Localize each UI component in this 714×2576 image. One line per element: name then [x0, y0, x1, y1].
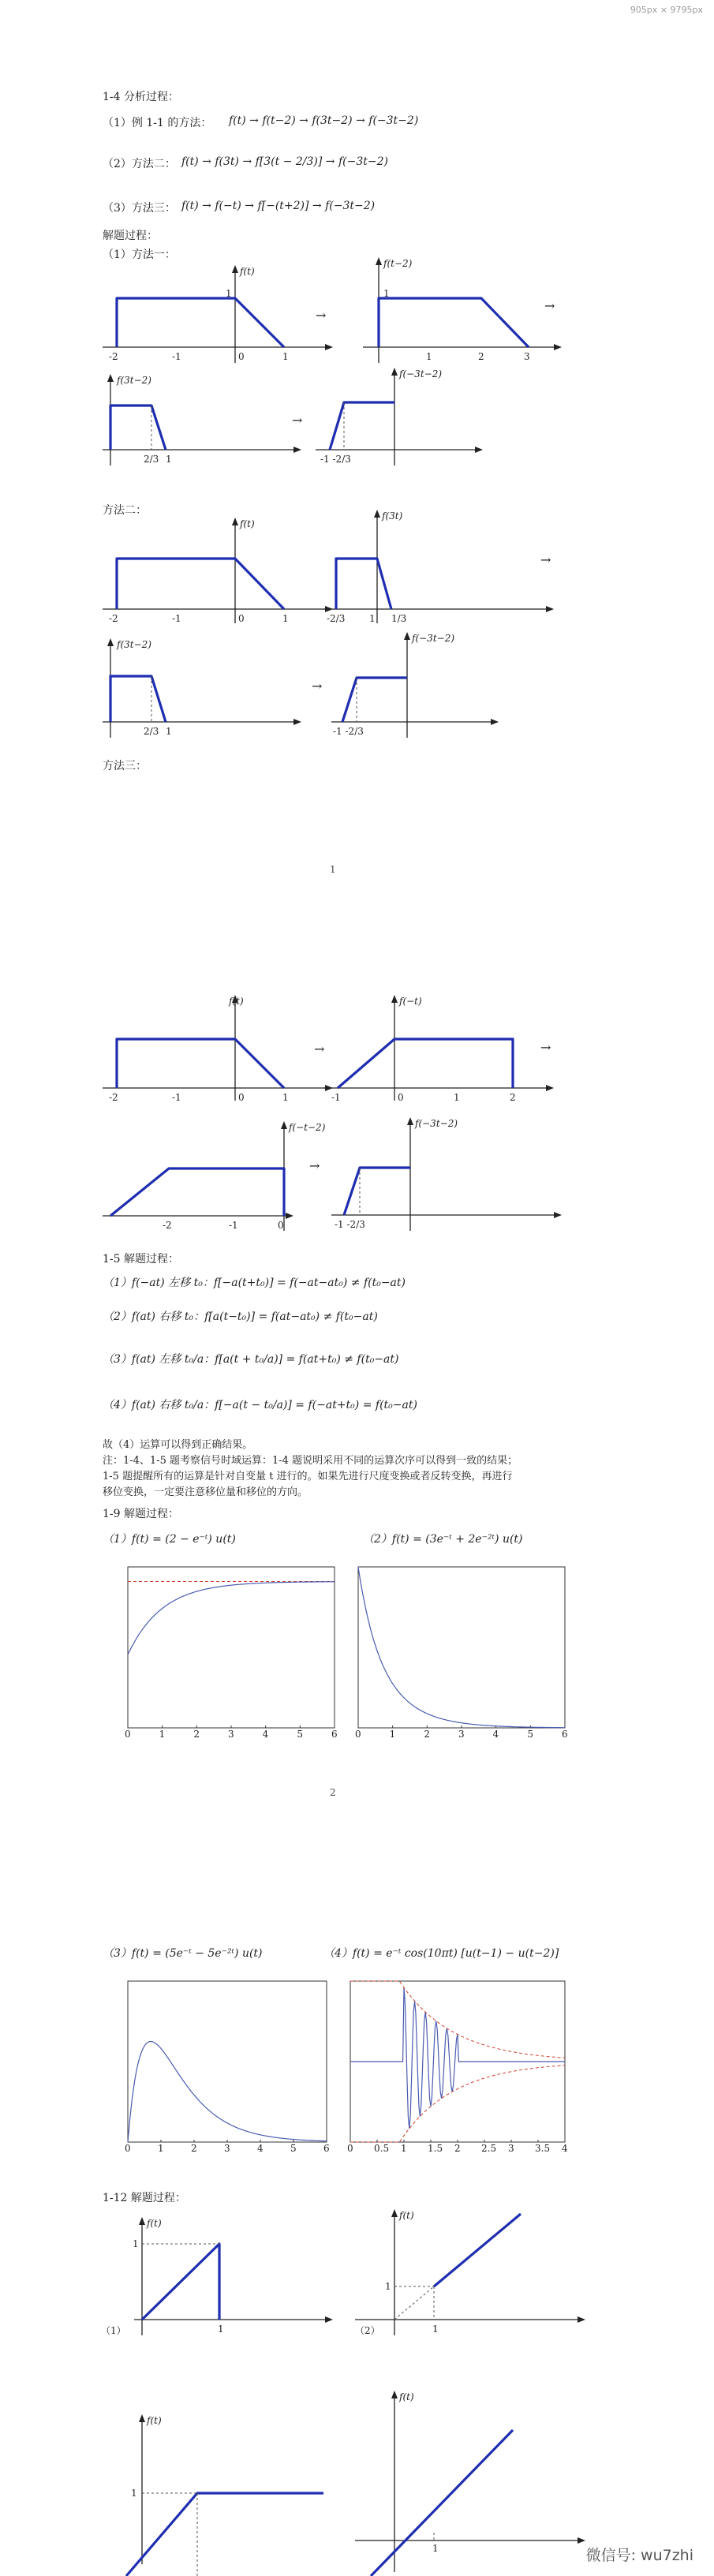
- svg-text:f(t): f(t): [229, 996, 244, 1007]
- svg-text:0: 0: [238, 1092, 245, 1103]
- method-2-label: （2）方法二：: [103, 158, 176, 170]
- x-tick-label: 3.5: [535, 2143, 551, 2154]
- sec15-note-3: 移位变换，一定要注意移位量和移位的方向。: [103, 1486, 308, 1498]
- section-1-12-title: 1-12 解题过程：: [103, 2192, 186, 2204]
- x-tick-label: 3: [228, 1729, 234, 1740]
- graph-fmt2: [103, 1116, 326, 1235]
- sec15-line-3: （3）f(at) 左移 t₀/a：f[a(t + t₀/a)] = f(at+t₀) ≠ f(t₀−at): [103, 1353, 399, 1366]
- arrow-icon: →: [316, 308, 327, 323]
- x-tick-label: 5: [527, 1729, 533, 1740]
- svg-text:f(−t−2): f(−t−2): [289, 1122, 326, 1133]
- x-tick-label: 4: [492, 1729, 499, 1740]
- x-tick-label: 1.5: [428, 2143, 443, 2154]
- svg-text:f(−t): f(−t): [399, 996, 422, 1007]
- plot-frame: [128, 1981, 327, 2142]
- x-tick-label: 6: [331, 1729, 338, 1740]
- plot-2: [347, 1562, 568, 1744]
- svg-text:1: 1: [131, 2488, 137, 2499]
- svg-text:1: 1: [385, 2281, 391, 2292]
- sec15-conclusion: 故（4）运算可以得到正确结果。: [103, 1439, 253, 1451]
- x-tick-label: 3: [458, 1729, 465, 1740]
- svg-text:-1 -2/3: -1 -2/3: [320, 454, 351, 465]
- graph-ft-3: [103, 990, 339, 1109]
- x-tick-label: 1: [401, 2143, 407, 2154]
- x-tick-label: 4: [257, 2143, 264, 2154]
- svg-text:1: 1: [432, 2324, 439, 2335]
- svg-text:f(t): f(t): [147, 2218, 162, 2229]
- method-3-expr: f(t) → f(−t) → f[−(t+2)] → f(−3t−2): [181, 200, 376, 212]
- x-tick-label: 6: [323, 2143, 330, 2154]
- svg-text:2: 2: [478, 351, 484, 362]
- x-tick-label: 1: [158, 2143, 164, 2154]
- svg-text:f(3t−2): f(3t−2): [117, 375, 151, 386]
- svg-text:3: 3: [524, 351, 530, 362]
- svg-text:（2）: （2）: [355, 2325, 380, 2336]
- svg-text:-2: -2: [109, 1092, 118, 1103]
- graph-fm3t2-3: [331, 1112, 568, 1235]
- svg-text:1: 1: [218, 2324, 224, 2335]
- svg-text:1: 1: [166, 454, 172, 465]
- svg-text:-2: -2: [163, 1220, 172, 1231]
- section-1-4-title: 1-4 分析过程：: [103, 91, 179, 103]
- watermark: 微信号: wu7zhi: [585, 2547, 693, 2564]
- x-tick-label: 0: [355, 1729, 361, 1740]
- graph-ft-2: [103, 513, 339, 631]
- svg-text:-1 -2/3: -1 -2/3: [335, 1219, 365, 1230]
- svg-text:0: 0: [238, 613, 245, 624]
- svg-text:1: 1: [369, 613, 376, 624]
- plot-frame: [358, 1567, 565, 1728]
- x-tick-label: 3: [508, 2143, 514, 2154]
- problem-2-expr: （2）f(t) = (3e⁻ᵗ + 2e⁻²ᵗ) u(t): [363, 1533, 523, 1546]
- problem-4-expr: （4）f(t) = e⁻ᵗ cos(10πt) [u(t−1) − u(t−2)]: [323, 1947, 559, 1960]
- arrow-icon: →: [312, 679, 323, 694]
- arrow-icon: →: [540, 1040, 551, 1055]
- svg-text:f(t): f(t): [399, 2391, 414, 2402]
- svg-text:f(t): f(t): [240, 518, 255, 529]
- graph-f3t: [323, 505, 560, 631]
- svg-text:f(3t−2): f(3t−2): [117, 639, 151, 650]
- page-number-2: 2: [330, 1787, 336, 1798]
- graph-fmt: [323, 990, 560, 1109]
- method-1-label: （1）例 1-1 的方法：: [103, 117, 212, 129]
- svg-text:1: 1: [133, 2238, 139, 2249]
- arrow-icon: →: [544, 298, 555, 313]
- method-1-expr: f(t) → f(t−2) → f(3t−2) → f(−3t−2): [229, 114, 419, 127]
- svg-text:f(t): f(t): [147, 2415, 162, 2426]
- graph-fm3t2-2: [331, 627, 505, 746]
- svg-text:1/3: 1/3: [391, 613, 407, 624]
- sec15-line-1: （1）f(−at) 左移 t₀：f[−a(t+t₀)] = f(−at−at₀) ≠ f(t₀−at): [103, 1277, 406, 1289]
- svg-text:2/3: 2/3: [144, 726, 159, 737]
- page-number: 1: [330, 864, 336, 875]
- svg-text:-1: -1: [172, 1092, 181, 1103]
- arrow-icon: →: [309, 1158, 320, 1173]
- sec15-line-2: （2）f(at) 右移 t₀：f[a(t−t₀)] = f(at−at₀) ≠ f(t₀−at): [103, 1310, 378, 1323]
- svg-text:1: 1: [426, 351, 432, 362]
- svg-text:1: 1: [166, 726, 172, 737]
- svg-text:-1: -1: [172, 351, 181, 362]
- solution-method-1: （1）方法一：: [103, 249, 176, 261]
- svg-text:-1 -2/3: -1 -2/3: [333, 726, 364, 737]
- svg-text:-1: -1: [331, 1092, 341, 1103]
- svg-text:-1: -1: [172, 613, 181, 624]
- graph-1-12-c: [103, 2406, 339, 2576]
- svg-text:-2: -2: [109, 613, 118, 624]
- svg-text:f(t−2): f(t−2): [383, 258, 413, 269]
- svg-text:-1: -1: [229, 1220, 238, 1231]
- svg-text:-2/3: -2/3: [327, 613, 346, 624]
- section-1-9-title: 1-9 解题过程：: [103, 1508, 179, 1520]
- plot-frame: [128, 1567, 335, 1728]
- graph-ft-1: [103, 260, 339, 371]
- method-2-expr: f(t) → f(3t) → f[3(t − 2/3)] → f(−3t−2): [181, 155, 388, 168]
- plot-1: [117, 1562, 338, 1744]
- section-1-5-title: 1-5 解题过程：: [103, 1253, 179, 1266]
- method-3-label: （3）方法三：: [103, 202, 176, 215]
- x-tick-label: 4: [562, 2143, 568, 2154]
- svg-text:f(−3t−2): f(−3t−2): [415, 1118, 458, 1129]
- x-tick-label: 0.5: [374, 2143, 390, 2154]
- graph-fm3t2: [316, 363, 489, 473]
- svg-text:f(3t): f(3t): [382, 510, 403, 522]
- x-tick-label: 1: [159, 1729, 166, 1740]
- x-tick-label: 3: [224, 2143, 230, 2154]
- solution-method-3: 方法三：: [103, 760, 147, 772]
- svg-text:1: 1: [454, 1092, 460, 1103]
- solution-label: 解题过程：: [103, 230, 158, 242]
- label-ft: f(t): [240, 266, 255, 277]
- graph-f3t-2: [103, 635, 308, 746]
- graph-1-12-d: [355, 2383, 592, 2576]
- x-tick-label: 5: [297, 1729, 303, 1740]
- solution-method-2: 方法二：: [103, 504, 147, 517]
- svg-text:2/3: 2/3: [144, 454, 159, 465]
- svg-text:f(−3t−2): f(−3t−2): [399, 368, 443, 379]
- sec15-line-4: （4）f(at) 右移 t₀/a：f[−a(t − t₀/a)] = f(−at+t₀) = f(t₀−at): [103, 1399, 417, 1411]
- arrow-icon: →: [314, 1041, 325, 1056]
- sec15-note-1: 注：1-4、1-5 题考察信号时域运算：1-4 题说明采用不同的运算次序可以得到一致的结果；: [103, 1455, 518, 1467]
- svg-text:1: 1: [282, 351, 289, 362]
- x-tick-label: 2: [424, 1729, 430, 1740]
- x-tick-label: 2: [191, 2143, 197, 2154]
- svg-text:1: 1: [226, 288, 232, 299]
- svg-text:1: 1: [282, 613, 289, 624]
- graph-f3t2: [103, 371, 308, 473]
- svg-text:f(t): f(t): [399, 2210, 414, 2221]
- x-tick-label: 2: [454, 2143, 461, 2154]
- x-tick-label: 0: [347, 2143, 353, 2154]
- plot-3: [117, 1976, 330, 2158]
- svg-text:（1）: （1）: [101, 2325, 126, 2336]
- svg-text:0: 0: [238, 351, 245, 362]
- svg-text:1: 1: [282, 1092, 289, 1103]
- sec15-note-2: 1-5 题提醒所有的运算是针对自变量 t 进行的。如果先进行尺度变换或者反转变换，再进行: [103, 1471, 513, 1482]
- svg-text:-2: -2: [109, 351, 118, 362]
- graph-1-12-b: [355, 2201, 592, 2343]
- svg-text:f(−3t−2): f(−3t−2): [412, 633, 455, 644]
- plot-4: [339, 1976, 568, 2158]
- x-tick-label: 1: [389, 1729, 396, 1740]
- x-tick-label: 6: [562, 1729, 568, 1740]
- svg-text:1: 1: [383, 288, 390, 299]
- x-tick-label: 4: [262, 1729, 269, 1740]
- problem-3-expr: （3）f(t) = (5e⁻ᵗ − 5e⁻²ᵗ) u(t): [103, 1947, 263, 1960]
- x-tick-label: 2.5: [481, 2143, 497, 2154]
- svg-text:1: 1: [432, 2543, 439, 2554]
- graph-1-12-a: [103, 2209, 339, 2343]
- problem-1-expr: （1）f(t) = (2 − e⁻ᵗ) u(t): [103, 1533, 236, 1546]
- x-tick-label: 2: [193, 1729, 200, 1740]
- svg-text:2: 2: [510, 1092, 516, 1103]
- arrow-icon: →: [540, 552, 551, 567]
- page-size-label: 905px × 9795px: [630, 5, 703, 15]
- x-tick-label: 0: [125, 2143, 131, 2154]
- svg-text:0: 0: [278, 1220, 284, 1231]
- svg-text:0: 0: [398, 1092, 404, 1103]
- arrow-icon: →: [292, 413, 303, 428]
- x-tick-label: 5: [290, 2143, 297, 2154]
- x-tick-label: 0: [125, 1729, 131, 1740]
